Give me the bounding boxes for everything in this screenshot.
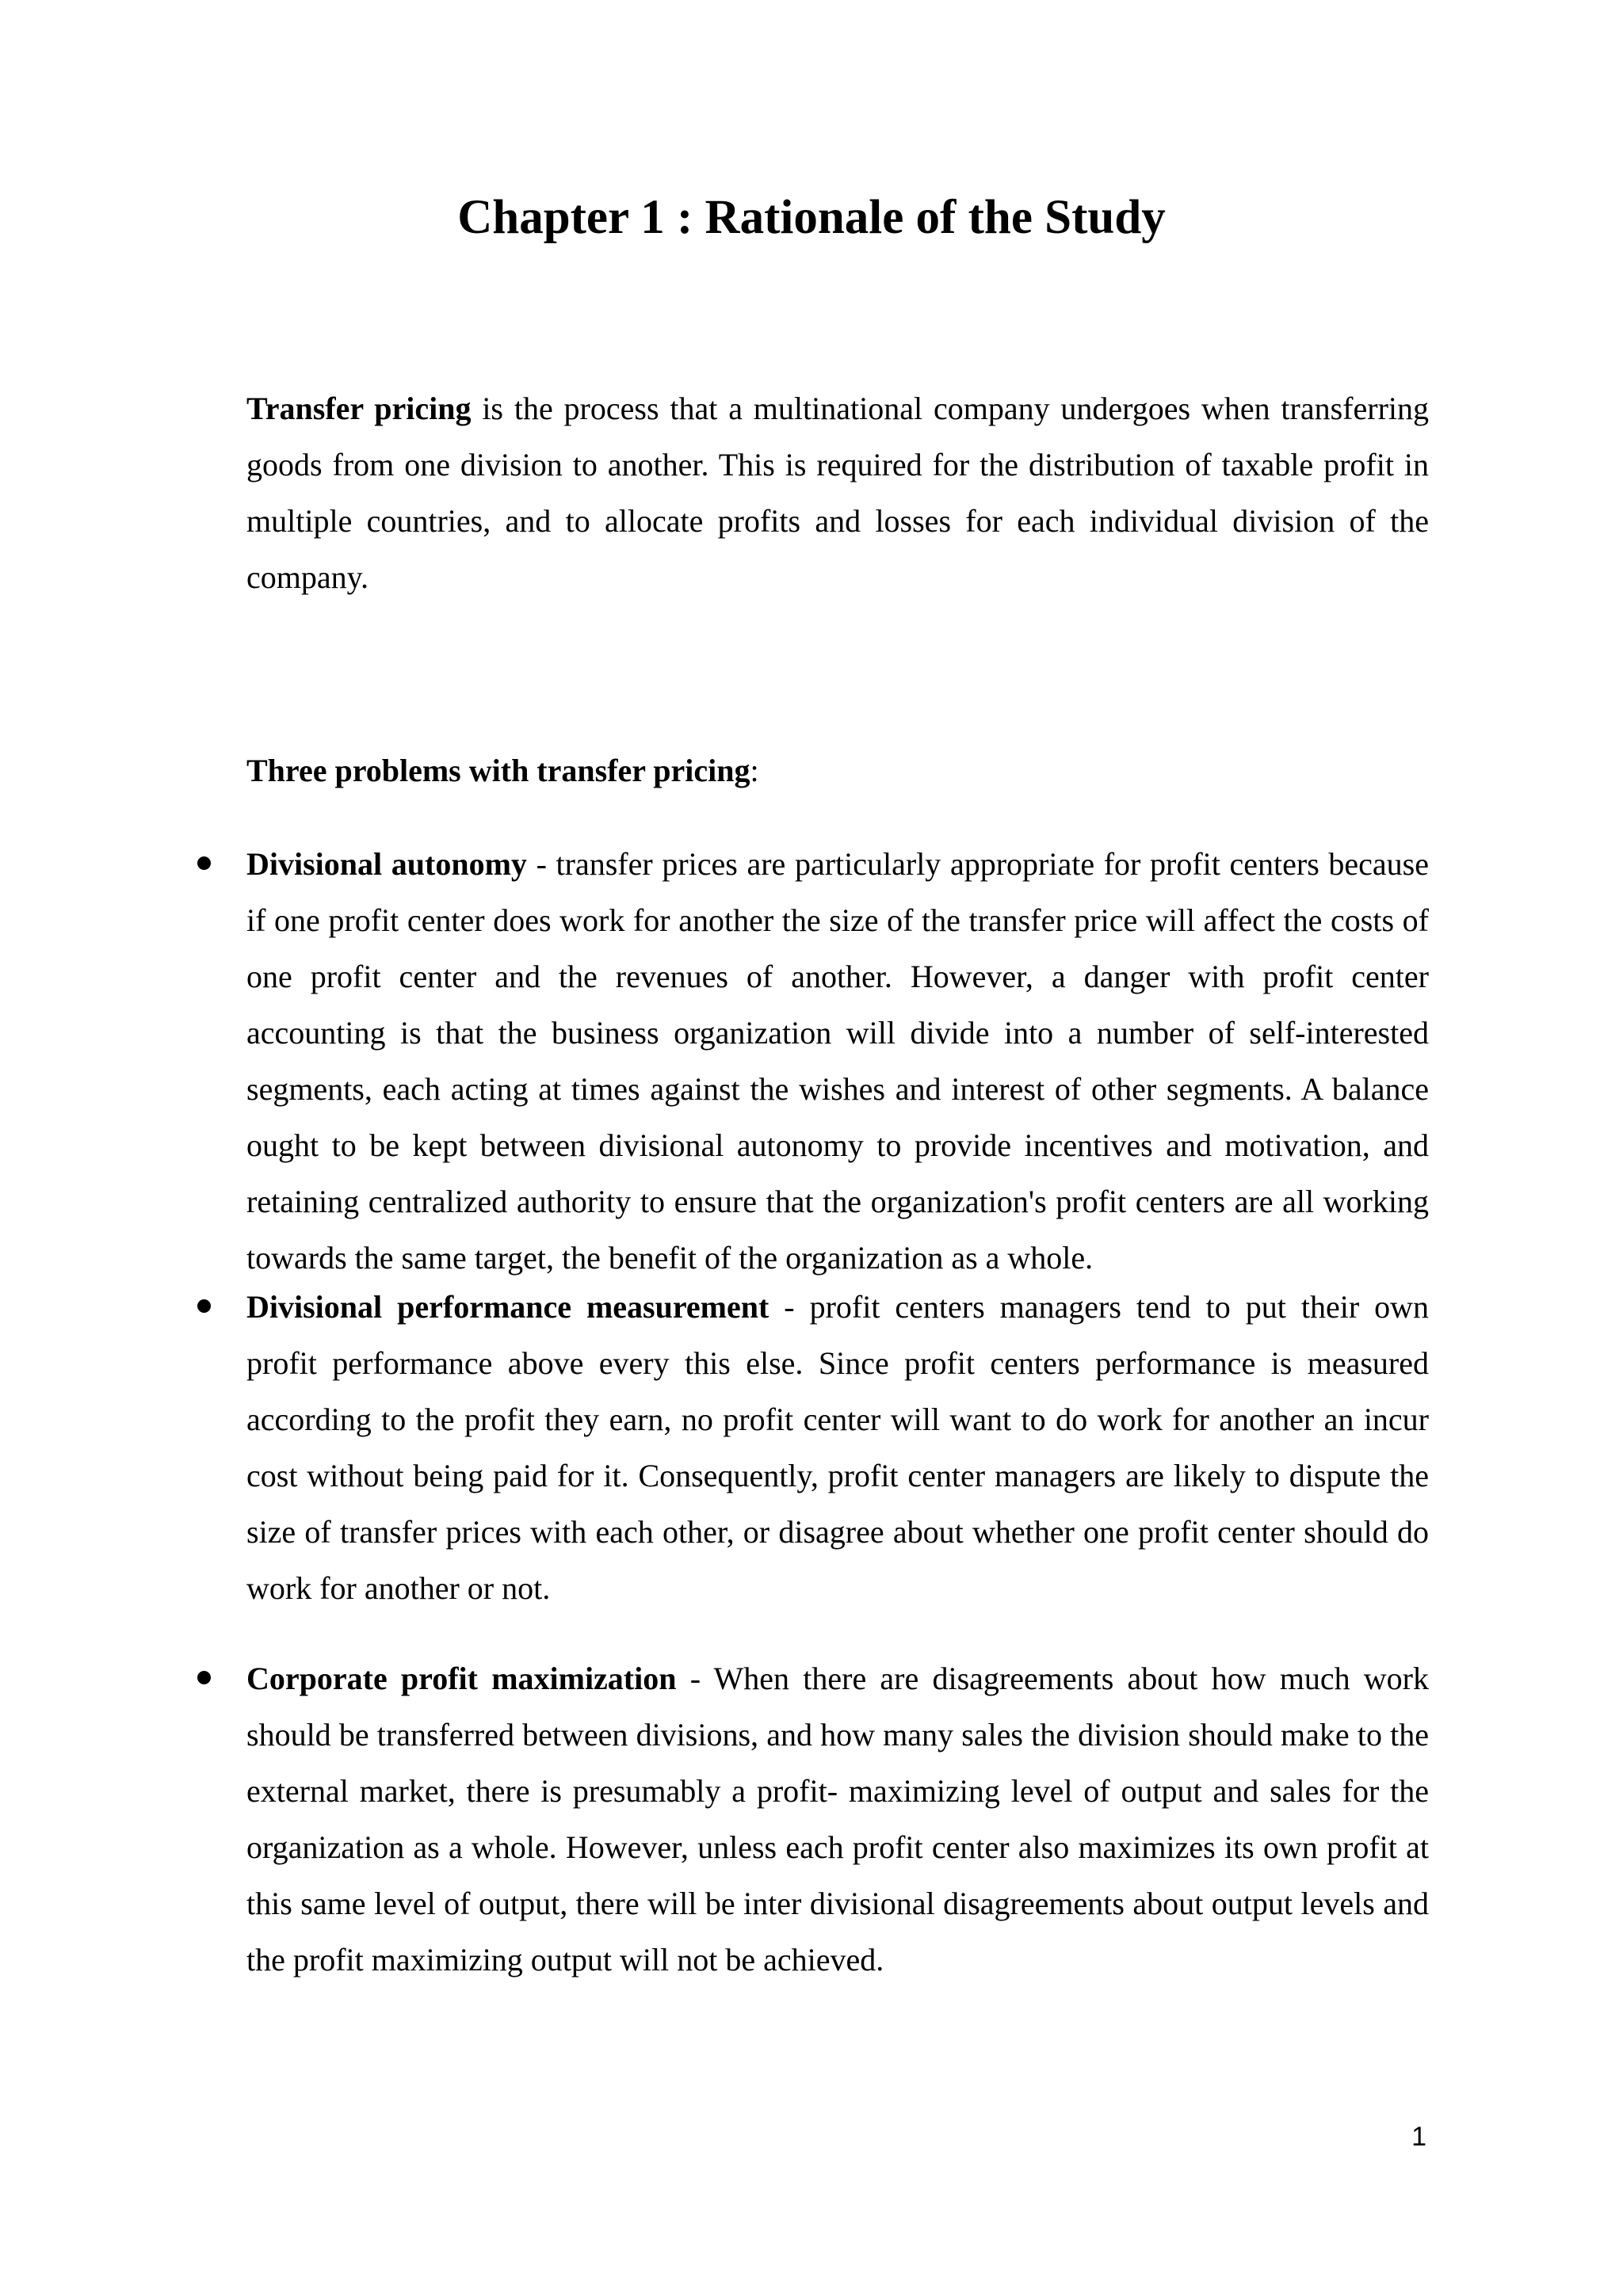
chapter-title: Chapter 1 : Rationale of the Study: [457, 191, 1166, 244]
problem-term: Divisional performance measurement: [246, 1289, 769, 1325]
problems-heading: [246, 742, 759, 799]
page-number: 1: [1411, 2122, 1426, 2152]
list-item: [246, 836, 1429, 1286]
problem-text: - When there are disagreements about how much work should be transferred between divisions, and how many sales the division should make to the external market, there is presumably a profit- maximizing level of output and sales for the organization as a whole. However, unless each profit center also maximizes its own profit at this same level of output, there will be inter divisional disagreements about output levels and the profit maximizing output will not be achieved.: [246, 1661, 1430, 1978]
bullet-icon: [197, 1671, 211, 1684]
problems-heading-suffix: :: [750, 753, 759, 788]
intro-term: Transfer pricing: [246, 391, 472, 426]
intro-text: is the process that a multinational company undergoes when transferring goods from one division to another. This is required for the distribution of taxable profit in multiple countries, and to allocate profits and losses for each individual division of the company.: [246, 391, 1430, 595]
list-item: [246, 1279, 1429, 1616]
list-item: [246, 1650, 1429, 1988]
problem-term: Divisional autonomy: [246, 846, 527, 882]
bullet-icon: [197, 856, 211, 870]
bullet-icon: [197, 1299, 211, 1313]
intro-paragraph: [246, 380, 1429, 605]
problems-heading-label: Three problems with transfer pricing: [246, 753, 750, 788]
problem-term: Corporate profit maximization: [246, 1661, 677, 1696]
problem-text: - transfer prices are particularly appropriate for profit centers because if one profit center does work for another the size of the transfer price will affect the costs of one profit center and the revenues of another. However, a danger with profit center accounting is that the business organization will divide into a number of self-interested segments, each acting at times against the wishes and interest of other segments. A balance ought to be kept between divisional autonomy to provide incentives and motivation, and retaining centralized authority to ensure that the organization's profit centers are all working towards the same target, the benefit of the organization as a whole.: [246, 846, 1429, 1276]
problem-text: - profit centers managers tend to put their own profit performance above every this else. Since profit centers performance is measured according to the profit they earn, no profit center will want to do work for another an incur cost without being paid for it. Consequently, profit center managers are likely to dispute the size of transfer prices with each other, or disagree about whether one profit center should do work for another or not.: [246, 1289, 1429, 1606]
